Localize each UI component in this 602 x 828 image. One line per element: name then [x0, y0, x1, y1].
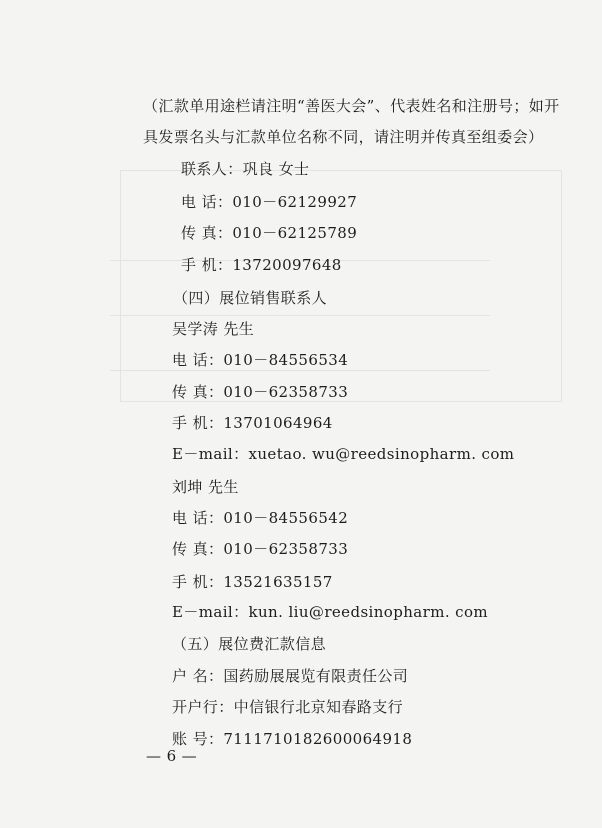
- email-3: E－mail：kun. liu@reedsinopharm. com: [172, 603, 489, 621]
- contact-person-3: 刘坤 先生: [172, 478, 239, 496]
- phone-2: 电 话：010－84556534: [172, 351, 349, 369]
- fax-1: 传 真：010－62125789: [181, 224, 358, 242]
- page-number: — 6 —: [146, 747, 198, 765]
- mobile-3: 手 机：13521635157: [172, 573, 333, 591]
- remittance-note-line-1: （汇款单用途栏请注明“善医大会”、代表姓名和注册号；如开: [143, 97, 560, 115]
- fax-2: 传 真：010－62358733: [172, 383, 349, 401]
- section-4-heading: （四）展位销售联系人: [173, 289, 328, 307]
- bank-branch: 开户行：中信银行北京知春路支行: [172, 698, 404, 716]
- account-name: 户 名：国药励展展览有限责任公司: [172, 667, 409, 685]
- section-5-heading: （五）展位费汇款信息: [172, 635, 327, 653]
- phone-3: 电 话：010－84556542: [172, 509, 349, 527]
- mobile-1: 手 机：13720097648: [181, 256, 342, 274]
- contact-person-2: 吴学涛 先生: [172, 320, 255, 338]
- remittance-note-line-2: 具发票名头与汇款单位名称不同，请注明并传真至组委会）: [143, 128, 544, 146]
- phone-1: 电 话：010－62129927: [181, 193, 358, 211]
- contact-person-1: 联系人：巩良 女士: [181, 160, 310, 178]
- show-through-line: [110, 370, 490, 371]
- email-2: E－mail：xuetao. wu@reedsinopharm. com: [172, 445, 515, 463]
- mobile-2: 手 机：13701064964: [172, 414, 333, 432]
- show-through-line: [110, 315, 490, 316]
- fax-3: 传 真：010－62358733: [172, 540, 349, 558]
- account-number: 账 号：7111710182600064918: [172, 730, 413, 748]
